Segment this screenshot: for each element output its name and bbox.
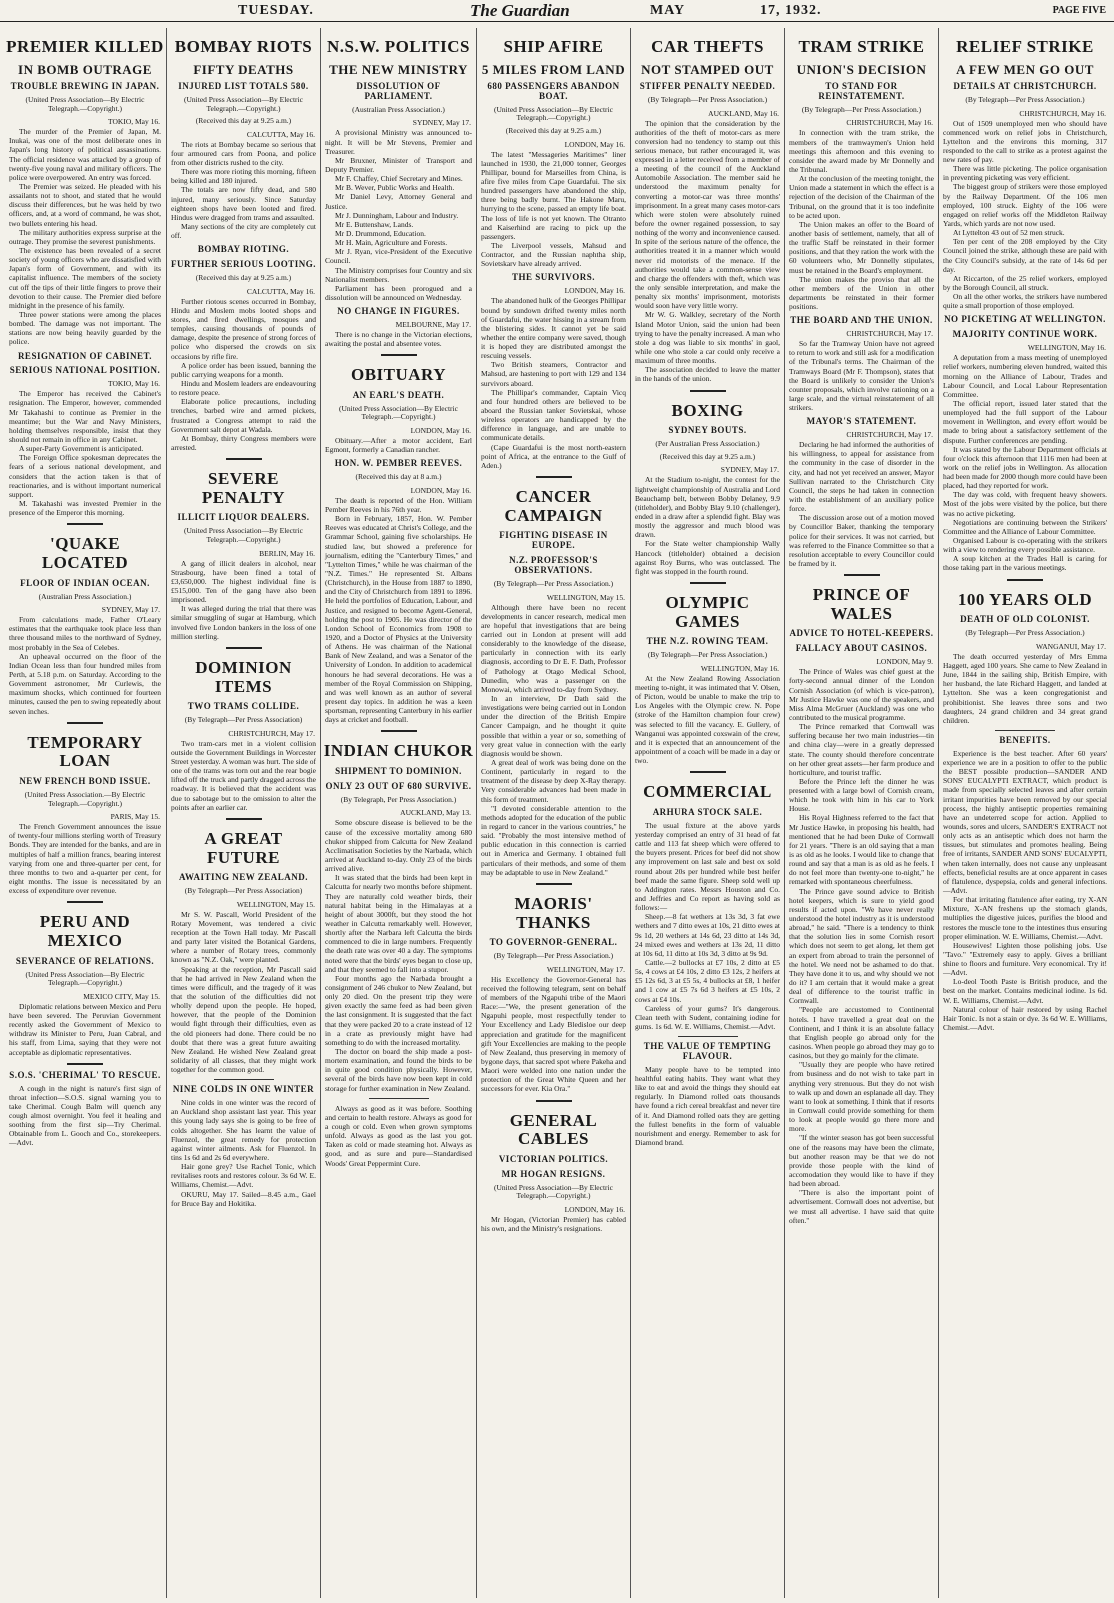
masthead-page: PAGE FIVE [1052,5,1106,16]
subheadline: THE BOARD AND THE UNION. [790,315,933,326]
column-rule [166,28,167,1598]
paragraph: Elaborate police precautions, including trenches, barbed wire and armed pickets, frustrated a Congress attempt to raid the Government salt depot at Wadala. [171,397,316,434]
paragraph: The latest "Messageries Maritimes" liner launched in 1930, the 21,000 tonner, Georges Phillipar, bound for Marseilles from China, is afire five miles from Cape Guardafui. The six hundred passengers have abandoned the ship, three being badly burnt. The Hakone Maru, hurrying to the scene, passed an empty life boat. The loss of life is not yet known. The Otranto and Kaiserhind are racing to pick up the passengers. [481,149,626,241]
wire-credit: (Australian Press Association.) [38,591,132,601]
paragraph: The abandoned hulk of the Georges Phillipar bound by sundown drifted twenty miles north of Guardafui, the water hissing in a stream from the blistering sides. It cannot yet be said whether the entire company were saved, though it is hoped they are distributed amongst the rescuing vessels. [481,296,626,361]
paragraph: A deputation from a mass meeting of unemployed relief workers, numbering eleven hundred, waited this morning on the Alliance of Labour, Trades and Labour Council, and Local Labour Representation Committee. [943,353,1107,399]
paragraph: There was little picketing. The police organisation in preventing picketing was very efficient. [943,164,1107,183]
masthead-day: TUESDAY. [238,2,314,18]
received-note: (Received this day at 9.25 a.m.) [505,126,602,136]
headline: OLYMPIC GAMES [665,592,750,631]
headline: 'QUAKE LOCATED [41,534,129,572]
subheadline: FLOOR OF INDIAN OCEAN. [20,577,150,588]
dateline: MELBOURNE, May 17. [395,319,471,329]
subheadline: ONLY 23 OUT OF 680 SURVIVE. [325,780,472,791]
paragraph: "If the winter season has got been successful one of the reasons may have been the climate, but another reason may be that we do not provide those people with the kind of accomodation they would like to have if they had been abroad. [789,1133,934,1189]
paragraph: Ten per cent of the 208 employed by the City Council joined the strike, although these are paid with the City Council's subsidy, at the rate of 14s 6d per day. [943,237,1107,274]
paragraph: At the Stadium to-night, the contest for the lightweight championship of Australia and Lord Beauchamp belt, between Bobby Delaney, 9.9 (titleholder), and Bobby Blay 9.10 (challenger), ended in a draw after a splendid fight. Blay was mostly the aggressor and much blood was drawn. [635,475,780,540]
paragraph: The Union makes an offer to the Board of another basis of settlement, namely, that all of the traffic Staff be reinstated in their former positions, and that they ration the work with the 60 volunteers who, Mr Donnelly stipulates, must be retained in the Board's employment. [789,219,934,275]
dateline: WELLINGTON, May 15. [236,899,315,909]
paragraph: The murder of the Premier of Japan, M. Inukai, was one of the most deliberate ones in Japan's long history of political assassinations. The official residence was attacked by a group of twenty-five young naval and military officers. The police were overpowered. An entry was forced. [9,127,161,182]
subheadline: RESIGNATION OF CABINET. [17,350,153,361]
paragraph: Although there have been no recent developments in cancer research, medical men are hopeful that investigations that are being carried out in London at present will add considerably to the knowledge of the disease, particularly in connection with its early diagnosis, according to Dr E. F. Dath, Professor of Pathology at Otago Medical School, Dunedin, who was a passenger on the Monowai, which arrived to-day from Sydney. [481,602,626,694]
headline: TEMPORARY LOAN [27,732,143,771]
separator [690,390,726,392]
column-1 [6,28,164,1598]
subheadline: THE SURVIVORS. [511,272,596,283]
dateline: CALCUTTA, May 16. [246,286,315,296]
headline: N.S.W. POLITICS [327,37,470,56]
separator [226,458,262,460]
headline: BOXING [671,400,744,420]
advert-heading: NINE COLDS IN ONE WINTER [172,1084,315,1095]
dateline: CHRISTCHURCH, May 17. [846,329,933,339]
separator [369,1098,429,1099]
dateline: CHRISTCHURCH, May 16. [1019,108,1106,118]
paragraph: A super-Party Government is anticipated. [19,444,144,454]
advert-heading: THE VALUE OF TEMPTING FLAVOUR. [643,1041,772,1061]
paragraph: The death is reported of the Hon. William Pember Reeves in his 76th year. [325,495,472,514]
dateline: LONDON, May 16. [564,1204,625,1214]
paragraph: The French Government announces the issue of twenty-four millions sterling worth of Treasury Bonds. They are intended for the banks, and are in multiples of half a million francs, bearing interest varying from one and three-quarter per cent, for three months to two and a-quarter per cent, for eight months. The issue is necessitated by an excess of expenditure over revenue. [9,822,161,896]
subheadline: HON. W. PEMBER REEVES. [334,458,463,469]
paragraph: Organised Labour is co-operating with the strikers with a view to rendering every possible assistance. [943,536,1107,555]
dateline: BERLIN, May 16. [259,548,315,558]
paragraph: Mr F. Chaffey, Chief Secretary and Mines. [335,174,463,184]
paragraph: Further riotous scenes occurred in Bombay, Hindu and Moslem mobs looted shops and stores, and fired dwellings, mosques and temples, causing thousands of pounds of damage, despite the presence of strong forces of police who dispersed the crowds on six occasions by rifle fire. [171,296,316,361]
subheadline: A FEW MEN GO OUT [956,61,1094,77]
paragraph: Mr E. Buttenshaw, Lands. [335,219,414,229]
dateline: WELLINGTON, May 16. [1027,343,1106,353]
paragraph: At the New Zealand Rowing Association meeting to-night, it was intimated that V. Olsen, of Picton, would be unable to make the trip to Los Angeles with the Olympic crew. N. Pope (stroke of the Hamilton champion four crew) was selected to fill the vacancy. E. Gullery, of Wanganui was appointed coxswain of the crew, and it is expected that an announcement of the appointment of a coach will be made in a day or two. [635,673,780,766]
paragraph: M. Takahashi was invested Premier in the presence of the Emperor this morning. [9,498,161,518]
subheadline: SERIOUS NATIONAL POSITION. [9,365,161,376]
subheadline: VICTORIAN POLITICS. [498,1153,609,1164]
dateline: LONDON, May 16. [564,286,625,296]
paragraph: Speaking at the reception, Mr Pascall said that he had arrived in New Zealand when the times were difficult, and the tragedy of it was that the solution of the difficulties did not wholly depend upon the people. He hoped, however, that the people of the Dominion would fight through their difficulties, even as the old pioneers had done. There could be no doubt that there was a great future awaiting New Zealand. He wished New Zealand great solidarity of all classes, that they might work together for the common good. [171,964,316,1075]
wire-credit: (By Telegraph—Per Press Association) [184,715,303,725]
subheadline: INJURED LIST TOTALS 580. [178,80,309,91]
headline: COMMERCIAL [643,782,772,802]
paragraph: A gang of illicit dealers in alcohol, near Strasbourg, have been fined a total of £3,650,000. The highest individual fine is £515,000. Ten of the gang have also been imprisoned. [171,558,316,605]
separator [690,582,726,584]
paragraph: His Royal Highness referred to the fact that Mr Justice Hawke, in proposing his health, had mentioned that he had been Duke of Cornwall for 21 years. "There is an old saying that a man is as old as he looks. I would like to change that round and say that a man is as old as he feels. I do not feel more than twenty-one to-night," he remarked with spontaneous cheerfulness. [789,813,934,887]
wire-credit: (By Telegraph—Per Press Association.) [647,650,768,660]
paragraph: Mr Daniel Levy, Attorney General and Justice. [325,192,472,211]
paragraph: The Phillipar's commander, Captain Vicq and four hundred others are believed to be aboard the Russian tanker Sovietskai, whose wireless operators are handicapped by the difference in language, and are unable to communicate details. [481,387,626,443]
paragraph: Before the Prince left the dinner he was presented with a large bowl of Cornish cream, which he took with him in his car to York House. [789,776,934,814]
dateline: CHRISTCHURCH, May 17. [228,728,315,738]
paragraph: Mr S. W. Pascall, World President of the Rotary Movement, was tendered a civic reception at the Town Hall today. Mr Pascall and party later visited the Botanical Gardens, where a number of Rotary trees, commonly known as "N.Z. Oak," were planted. [171,909,316,965]
paragraph: His Excellency the Governor-General has received the following telegram, sent on behalf of members of the Ngapuhi tribe of the Maori Race:—"We, the present generation of the Ngapuhi people, most respectfully tender to Your Excellency and Lady Bledisloe our deep appreciation and gratitude for the magnificent gift Your Excellencies are making to the people of New Zealand, thus preserving in memory of bygone days, that sacred spot where Pakeha and Maori were welded into one nation under the protection of the Great White Queen and her successors for ever. Kia Ora." [481,974,626,1094]
paragraph: The Ministry comprises four Country and six Nationalist members. [325,265,472,284]
paragraph: The Prince of Wales was chief guest at the forty-second annual dinner of the London Cornish Association (of which is vice-patron), Mr Justice Hawke was one of the speakers, and Miss Alma McGruer (Auckland) was one who contributed to the musical programme. [789,667,934,722]
paragraph: Diplomatic relations between Mexico and Peru have been severed. The Peruvian Government recently asked the Government of Mexico to withdraw its Minister to Peru, Juan Cabral, and his staff, from Lima, saying that they were not acceptable as diplomatic representatives. [9,1001,161,1057]
dateline: SYDNEY, May 17. [412,118,471,128]
headline: BOMBAY RIOTS [174,37,313,56]
masthead-month: MAY [650,2,686,18]
paragraph: There was more rioting this morning, fifteen being killed and 180 injured. [171,167,316,186]
paragraph: Mr Bruxner, Minister of Transport and Deputy Premier. [325,155,472,174]
paragraph: Born in February, 1857, Hon. W. Pember Reeves was educated at Christ's College, and the Grammar School, gaining five scholarships. He studied law, but showed a preference for journalism, editing the "Canterbury Times," and "Lyttelton Times," while he was chairman of the "N.Z. Times." He represented St. Albans (Christchurch), in the House from 1887 to 1890, and the City of Christchurch from 1891 to 1896. He held the portfolios of Education, Labour, and Justice, and resigned to become Agent-General, holding the post to 1905. He was director of the London School of Economics from 1908 to 1920, and a Doctor of Physics at the University of Athens. He was chairman of the National Bank of New Zealand, and was a Senator of the University of London. In addition to academical honours he had several decorations. He was a member of the Royal Commission on Shipping, and was well known as an author of several present day topics. In addition he was a keen sportsman, representing Canterbury in his earlier days at cricket and football. [325,514,472,725]
paragraph: The totals are now fifty dead, and 580 injured, many seriously. Since Saturday eighteen shops have been looted and fired. Hindus were dragged from trams and assaulted. [171,185,316,222]
subheadline: FIGHTING DISEASE IN EUROPE. [499,530,608,551]
paragraph: Cattle.—2 bullocks at £7 10s, 2 ditto at £5 5s, 4 cows at £4 10s, 2 ditto £3 12s, 2 heifers at £5 12s 6d, 3 at £5 5s, 4 bullocks at £8, 1 heifer and 1 cow at £5 7s 6d 3 heifers at £5 10s, 2 cows at £4 10s. [635,957,780,1004]
separator [381,354,417,356]
wire-credit: (By Telegraph—Per Press Association) [184,886,303,896]
paragraph: Negotiations are continuing between the Strikers' Committee and the Alliance of Labour Committee. [943,517,1107,536]
headline: MAORIS' THANKS [514,893,593,932]
subheadline: NOT STAMPED OUT [641,61,774,77]
paragraph: Two tram-cars met in a violent collision outside the Government Buildings in Worcester Street yesterday. A woman was hurt. The side of one of the trams was torn out and the rear bogie lifted off the truck and partly dragged across the roadway. It is believed that the accident was due to sabotage but to the omission to alter the points after an earlier car. [171,738,316,812]
column-7 [940,28,1110,1598]
dateline: LONDON, May 16. [410,485,471,495]
dateline: WELLINGTON, May 15. [546,592,625,602]
paragraph: (Cape Guardafui is the most north-eastern point of Africa, at the entrance to the Gulf of Aden.) [481,442,626,470]
wire-credit: (United Press Association—By Electric Telegraph.—Copyright.) [184,526,303,544]
paragraph: The military authorities express surprise at the outrage. They promise the severest punishments. [9,227,161,246]
paragraph: So far the Tramway Union have not agreed to return to work and still ask for a modification of the Tribunal's terms. The Chairman of the Tramways Board (Mr F. Thompson), states that the Board is unlikely to consider the Union's counter proposals, which involve rationing on a large scale, and the virtual reinstatement of all strikers. [789,339,934,413]
advert-text: For that irritating flatulence after eating, try X-AN Mixture, X-AN freshens up the stomach glands, multiplies the digestive juices, purifies the blood and restores the muscle tone to the intestines thus ensuring proper elimination. W. E. Williams, Chemist.—Advt. [943,895,1107,941]
headline: PERU AND MEXICO [39,912,131,951]
subheadline: ILLICIT LIQUOR DEALERS. [177,512,310,523]
separator [536,1100,572,1102]
wire-credit: (By Telegraph—Per Press Association.) [493,951,614,961]
paragraph: The Emperor has received the Cabinet's resignation. The Emperor, however, commended Mr Takahashi to continue as Premier in the meantime; but the War and Navy Ministers, holding themselves responsible, insist that they should not remain in office in any Cabinet. [9,389,161,444]
column-rule [320,28,321,1598]
wire-credit: (By Telegraph—Per Press Association.) [965,94,1085,104]
subheadline: AWAITING NEW ZEALAND. [178,872,309,883]
paragraph: "I devoted considerable attention to the methods adopted for the education of the public in regard to cancer in the various countries," he said. "Probably the most intensive method of public education in this connection is carried out in America and Germany. I obtained full particulars of their methods, and some of them may be adaptable to use in New Zealand." [481,803,626,877]
headline: SHIP AFIRE [503,37,604,56]
wire-credit: (Per Australian Press Association.) [655,439,760,449]
paragraph: Obituary.—After a motor accident, Earl Egmont, formerly a Canadian rancher. [325,436,472,455]
subheadline: MAYOR'S STATEMENT. [806,416,917,427]
paragraph: On all the other works, the strikers have numbered quite a small proportion of those employed. [943,292,1107,311]
separator [381,730,417,732]
headline: DOMINION ITEMS [195,657,292,696]
subheadline: TROUBLE BREWING IN JAPAN. [10,80,160,91]
dateline: AUCKLAND, May 13. [400,808,471,818]
paragraph: The doctor on board the ship made a post-mortem examination, and found the birds to be in quite good condition physically. However, several of the birds have now been kept in cold storage for further examination in New Zealand. [325,1046,472,1093]
subheadline: BOMBAY RIOTING. [197,244,290,255]
subheadline: MAJORITY CONTINUE WORK. [952,329,1098,340]
paragraph: Some obscure disease is believed to be the cause of the excessive mortality among 680 chukor shipped from Calcutta for New Zealand Acclimatisation Societies by the Narbada, which arrived at Auckland to-day. Only 23 of the birds arrived alive. [325,818,472,874]
wire-credit: (By Telegraph, Per Press Association.) [340,794,457,804]
paragraph: The Liverpool vessels, Mahsud and Contractor, and the Russian naphtha ship, Sovietskarv have already arrived. [481,241,626,269]
wire-credit: (By Telegraph—Per Press Association.) [647,94,768,104]
paragraph: The death occurred yesterday of Mrs Emma Haggett, aged 100 years. She came to New Zealand in June, 1844 in the sailing ship, British Empire, with her husband, the late Richard Haggett, and landed at Lyttelton. She was a keen congregationist and prohibitionist. She leaves three sons and two daughters, 24 grand children and 34 great grand children. [943,651,1107,725]
advert-text: Nine colds in one winter was the record of an Auckland shop assistant last year. This year this young lady says she is going to be free of colds altogether. She has learnt the value of Fluenzol, the great remedy for protection against winter ailments. Ask for Fluenzol. In tins 1s 6d and 2s 6d everywhere. [171,1098,316,1163]
subheadline: TO GOVERNOR-GENERAL. [489,937,618,948]
separator [67,901,103,903]
paragraph: Mr W. G. Walkley, secretary of the North Island Motor Union, said the union had been trying to have the penalty increased. A man who stole a dog was liable to six months' in gaol, while one who stole a car could only receive a maximum of three months. [635,310,780,366]
paragraph: Two British steamers, Contractor and Mahsud, are hastening to port with 129 and 134 survivors aboard. [481,360,626,388]
separator [67,722,103,724]
subheadline: FURTHER SERIOUS LOOTING. [171,259,316,270]
column-rule [784,28,785,1598]
advert-heading: BENEFITS. [999,734,1051,745]
dateline: TOKIO, May 16. [108,379,160,389]
masthead-date: 17, 1932. [760,2,822,18]
paragraph: Out of 1509 unemployed men who should have commenced work on relief jobs in Christchurch, Lyttelton and the environs this morning, 317 responded to the call to strike as a protest against the new rates of pay. [943,118,1107,165]
separator [536,476,572,478]
paragraph: It was stated by the Labour Department officials at four o'clock this afternoon that 1116 men had been at work on the relief jobs in Wellington. As allocation had been made for 2000 though more could have been placed, had they reported for work. [943,444,1107,491]
column-rule [476,28,477,1598]
subheadline: ARHURA STOCK SALE. [652,806,763,817]
column-rule [938,28,939,1598]
paragraph: In an interview, Dr Dath said the investigations were being carried out in London under the direction of the British Empire Cancer Campaign, and he thought it quite possible that within a year or so, something of very great value in connection with the early diagnosis would be shown. [481,694,626,758]
wire-credit: (United Press Association—By Electric Telegraph.—Copyright.) [494,1182,613,1201]
paragraph: At Riccarton, of the 25 relief workers, employed by the Borough Council, all struck. [943,273,1107,293]
headline: RELIEF STRIKE [956,37,1094,56]
column-6 [786,28,937,1598]
paragraph: Hindu and Moslem leaders are endeavouring to restore peace. [171,378,316,398]
subheadline: AN EARL'S DEATH. [352,389,445,400]
paragraph: At the conclusion of the meeting tonight, the Union made a statement in which the effect is a rejection of the decision of the Chairman of the Tribunal, on the ground that it is too indefinite to be acted upon. [789,174,934,220]
dateline: AUCKLAND, May 16. [708,108,779,118]
paragraph: The day was cold, with frequent heavy showers. Most of the jobs were visited by the police, but there was no active picketing. [943,490,1107,518]
advert-text: Many people have to be tempted into healthful eating habits. They want what they like to eat and avoid the things they should eat regularly. In Diamond rolled oats thousands have found a rich cereal breakfast and never tire of it. And Diamond rolled oats they are getting the fullest benefits in the form of valuable nourishment and energy. Remember to ask for Diamond brand. [635,1064,780,1147]
paragraph: "There is also the important point of advertisement. Cornwall does not advertise, but we must all advertise. I have said that quite often." [789,1188,934,1225]
paragraph: The riots at Bombay became so serious that four armoured cars from Poona, and police from other districts rushed to the city. [171,139,316,168]
shipping-note: OKURU, May 17. Sailed—8.45 a.m., Gael for Bruce Bay and Hokitika. [171,1189,316,1208]
separator [226,818,262,820]
paragraph: At Lyttelton 43 out of 52 men struck. [953,228,1065,238]
separator [67,1063,103,1065]
paragraph: Mr Hogan, (Victorian Premier) has cabled his own, and the Ministry's resignations. [481,1214,626,1234]
subheadline: DISSOLUTION OF PARLIAMENT. [356,80,441,101]
column-4 [478,28,629,1598]
wire-credit: (Australian Press Association.) [352,104,445,114]
subheadline: SYDNEY BOUTS. [668,425,747,436]
headline: INDIAN CHUKOR [323,741,474,761]
subheadline: FIFTY DEATHS [193,61,294,77]
subheadline: DETAILS AT CHRISTCHURCH. [953,80,1097,91]
received-note: (Received this day at 9.25 a.m.) [659,451,756,461]
subheadline: SEVERANCE OF RELATIONS. [15,955,155,966]
subheadline: FALLACY ABOUT CASINOS. [795,643,928,654]
dateline: TOKIO, May 16. [108,117,160,127]
advert-text: Hair gone grey? Use Rachel Tonic, which revitalises roots and restores colour. 3s 6d W. E. Williams, Chemist.—Advt. [171,1162,316,1190]
wire-credit: (United Press Association.—By Electric Telegraph.—Copyright.) [24,789,146,808]
dateline: PARIS, May 15. [110,812,160,822]
wire-credit: (United Press Association—By Electric Telegraph.—Copyright.) [184,94,303,113]
paragraph: Mr J. Ryan, vice-President of the Executive Council. [325,247,472,266]
wire-credit: (By Telegraph—Per Press Association.) [965,628,1085,638]
paragraph: The existence has been revealed of a secret society of young officers who are dissatisfied with Japan's form of Government, and with its capitalist influence. The members of the society cut off the tips of their little fingers to prove their devotion to their cause. The Premier died before midnight in the presence of his family. [9,245,161,310]
paragraph: A police order has been issued, banning the public carrying weapons for a month. [171,360,316,379]
subheadline: NEW FRENCH BOND ISSUE. [19,776,151,787]
paragraph: It was stated that the birds had been kept in Calcutta for nearly two months before shipment. They are naturally cold weather birds, their natural habitat being in the Himalayas at a height of about 3000ft, but they stood the hot weather in Calcutta remarkably well. However, shortly after the Narbara left Calcutta the birds commenced to die in large numbers. Frequently the death rate was over 40 a day. The symptoms noted were that the birds' eyes began to close up, and that they seemed to fall into a stupor. [325,873,472,974]
separator [214,1079,274,1080]
advert-heading: S.O.S. 'CHERIMAL' TO RESCUE. [9,1069,161,1080]
paragraph: There is no change in the Victorian elections, awaiting the postal and absentee votes. [325,329,472,349]
headline: TRAM STRIKE [798,37,925,56]
wire-credit: (United Press Association—By Electric Telegraph.—Copyright.) [25,94,145,113]
subheadline: STIFFER PENALTY NEEDED. [639,80,776,91]
received-note: (Received this day at 8 a.m.) [355,472,442,482]
paragraph: The association decided to leave the matter in the hands of the union. [635,365,780,384]
received-note: (Received this day at 9.25 a.m.) [195,273,292,283]
paragraph: The discussion arose out of a motion moved by Councillor Baker, thanking the temporary police for their services. It was not carried, but was referred to the Finance Committee so that a resolution acceptable to every Councillor could be framed by it. [789,513,934,568]
paragraph: In connection with the tram strike, the members of the tramwaymen's Union held meetings this afternoon and this evening to consider the award made by Mr Donnelly and the Tribunal. [789,128,934,174]
paragraph: The Foreign Office spokesman deprecates the fears of a serious national development, and considers that the action taken is that of reactionaries, and is without important numerical support. [9,453,161,499]
advert-text: Always as good as it was before. Soothing and certain to health restore. Always as good for a cough or cold. Even when grown symptoms unfold. Always as good as the last you got. Taken as cold or made steaming hot. Always as good, and as sure and pure—Standardised Woods' Great Peppermint Cure. [325,1103,472,1168]
paragraph: Parliament has been prorogued and a dissolution will be announced on Wednesday. [325,283,472,302]
paragraph: Declaring he had informed the authorities of his willingness, to appeal for assistance from the community in the case of disorder in the city, and had not yet received an answer, Mayor Sullivan narrated to the Christchurch City Council, the steps he had taken in connection with the establishment of an auxiliary police force. [789,440,934,514]
masthead [0,0,1114,22]
subheadline: SHIPMENT TO DOMINION. [335,766,462,777]
paragraph: For the State welter championship Wally Hancock (titleholder) obtained a decision against Roy Burns, who was outclassed. The fight was stopped in the fourth round. [635,539,780,576]
paragraph: It was alleged during the trial that there was similar smuggling of sugar at Hamburg, which involved five London bankers in the loss of one million sterling. [171,604,316,641]
advert-text: Careless of your gums? It's dangerous. Clean teeth with Sudent, containing iodine for gums. 1s 6d. W. E. Williams, Chemist.—Advt. [635,1003,780,1031]
paragraph: An upheaval occurred on the floor of the Indian Ocean less than four hundred miles from Perth, at 5.18 p.m. on Saturday. According to the Government astronomer, Mr Curlewis, the maximum shocks, which continued for fourteen minutes, caused the pen to swing repeatedly about seven inches. [9,651,161,716]
paragraph: Mr D. Drummond, Education. [335,228,426,238]
separator [67,523,103,525]
subheadline: IN BOMB OUTRAGE [18,61,152,77]
paragraph: Many sections of the city are completely cut off. [171,222,316,241]
wire-credit: (By Telegraph—Per Press Association.) [493,578,614,588]
headline: OBITUARY [350,365,447,385]
wire-credit: (By Telegraph—Per Press Association.) [801,104,922,114]
dateline: WELLINGTON, May 16. [700,663,779,673]
separator [678,1036,738,1037]
subheadline: MR HOGAN RESIGNS. [501,1168,606,1179]
headline: PRINCE OF WALES [812,585,911,623]
received-note: (Received this day at 9.25 a.m.) [195,116,292,126]
dateline: SYDNEY, May 17. [101,605,160,615]
dateline: LONDON, May 9. [876,657,933,667]
wire-credit: (United Press Association—By Electric Telegraph.—Copyright.) [494,104,613,123]
dateline: WELLINGTON, May 17. [546,964,625,974]
dateline: SYDNEY, May 17. [720,465,779,475]
paragraph: Mr J. Dunningham, Labour and Industry. [335,210,459,220]
column-5 [632,28,783,1598]
dateline: CALCUTTA, May 16. [246,129,315,139]
paragraph: "Usually they are people who have retired from business and do not wish to take part in anything very strenuous. But they do not wish to walk up and down an esplanade all day. They want to look at something. I think that if resorts in Cornwall could provide something for them to look at people would go there more and more. [789,1060,934,1134]
paragraph: The biggest group of strikers were those employed by the Railway Department. Of the 106 men employed, 100 struck. Eighty of the 106 were engaged on relief works off the Middleton Railway Yards, which yards are not now used. [943,182,1107,229]
subheadline: DEATH OF OLD COLONIST. [960,614,1090,625]
paragraph: Sheep.—8 fat wethers at 13s 3d, 3 fat ewe wethers and 7 ditto ewes at 10s, 21 ditto ewes at 9s 1d, 20 wethers at 14s 6d, 23 ditto at 14s 3d, 24 mixed ewes and wethers at 13s 2d, 11 ditto at 10s 6d, 11 ditto at 10s 3d, 3 ditto at 9s 9d. [635,912,780,958]
dateline: CHRISTCHURCH, May 16. [846,118,933,128]
paragraph: The opinion that the consideration by the authorities of the theft of motor-cars as mere conversion had no tendency to stamp out this serious menace, but rather encouraged it, was expressed in a letter received from a member of a meeting of the council of the Auckland Automobile Association. The member said he understood the maximum penalty for converting a motor-car was three months' imprisonment. In a great many cases motor-cars which were stolen were absolutely ruined before the owner regained possession, to say nothing of the worry and inconvenience caused. In spite of the serious nature of the offence, the authorities treated it in a manner which would never rid motorists of the menace. If the authorities would take a common-sense view and charge the offenders with theft, which was the only sensible interpretation, and make the penalty six months' imprisonment, motorists would soon have very little worry. [635,118,780,311]
headline: GENERAL CABLES [509,1110,598,1149]
headline: CAR THEFTS [651,37,764,56]
paragraph: Mr B. Wever, Public Works and Health. [335,183,455,193]
headline: SEVERE PENALTY [201,469,286,507]
column-3 [322,28,475,1598]
paragraph: The Premier was seized. He pleaded with his assailants not to shoot, and stated that he would discuss their differences, but he was held by two officers, and, at a word of command, he was shot, two bullets entering his head. [9,181,161,228]
paragraph: The Prince gave sound advice to British hotel keepers, which is sure to yield good results if acted upon. "We have never really understood the hotel industry as it is understood abroad," he said. "There is a tendency to think that the solution lies in some Cornish resort which does not seem to get along, let them get an expert from abroad to train the personnel of the hotel. We need not be ashamed to do that. They have done it to us, and why should we not do it? I am certain that it would make a great deal of difference to the tourist traffic in Cornwall. [789,886,934,1006]
dateline: CHRISTCHURCH, May 17. [846,430,933,440]
subheadline: N.Z. PROFESSOR'S OBSERVATIONS. [509,555,598,576]
dateline: LONDON, May 16. [410,426,471,436]
paragraph: From calculations made, Father O'Leary estimates that the earthquake took place less than three thousand miles to the northward of Sydney, most probably in the Sea of Celebes. [9,615,161,652]
headline: 100 YEARS OLD [957,589,1093,609]
separator [1007,579,1043,581]
subheadline: THE NEW MINISTRY [329,61,468,77]
subheadline: TO STAND FOR REINSTATEMENT. [818,80,905,101]
dateline: MEXICO CITY, May 15. [83,991,160,1001]
advert-text: Experience is the best teacher. After 60 years' experience we are in a position to offer to the public the BEST possible production—SANDER AND SONS' EUCALYPTI EXTRACT, which product is made from specially selected leaves and after certain irritant impurities have been removed by our special process, the highly antiseptic properties remaining have an undeterred scope for action. Applied to wounds, sores and ulcers, SANDER'S EXTRACT not only acts as an antiseptic which does not harm the tissues, but stimulates and promotes healing. Being free of irritants, SANDER AND SONS' EUCALYPTI, when taken internally, does not cause any unpleasant effects, beneficial results are at once apparent in cases of flatulence, dyspepsia, colds and general infections.—Advt. [943,748,1107,895]
subheadline: NO PICKETING AT WELLINGTON. [944,314,1106,325]
column-2 [168,28,319,1598]
paragraph: The union makes the proviso that all the other members of the Union in other departments be reinstated in their former positions. [789,274,934,312]
advert-text: Lo-deol Tooth Paste is British produce, and the best on the market. Contains medicinal iodine. 1s 6d. W. E. Williams, Chemist.—Advt. [943,977,1107,1005]
paragraph: A soup kitchen at the Trades Hall is caring for those taking part in the various meetings. [943,554,1107,573]
separator [844,574,880,576]
advert-text: Natural colour of hair restored by using Rachel Hair Tonic. Is not a stain or dye. 3s 6d W. E. Williams, Chemist.—Advt. [943,1004,1107,1033]
paragraph: Mr H. Main, Agriculture and Forests. [335,238,448,248]
separator [536,883,572,885]
paragraph: Four months ago the Narbada brought a consignment of 246 chukor to New Zealand, but only 20 died. On the present trip they were given exactly the same feed as had been given the last consignment. It is suggested that the fact that they were packed 20 to a crate instead of 12 in a crate as previously might have had something to do with the increased mortality. [325,973,472,1047]
dateline: WANGANUI, May 17. [1036,641,1106,651]
advert-text: A cough in the night is nature's first sign of throat infection—S.O.S. signal warning you to take Cherimal. Cough Balm will quench any cough almost overnight. You feel it healing and soothing from the first sip—Try Cherimal. Obtainable from L. Gooch and Co., storekeepers.—Advt. [9,1083,161,1148]
subheadline: 5 MILES FROM LAND [481,61,626,77]
paragraph: The official report, issued later stated that the unemployed had the full support of the Labour movement in Wellington, and every effort would be made to bring about a satisfactory settlement of the dispute. Further conferences are pending. [943,398,1107,445]
separator [226,647,262,649]
subheadline: UNION'S DECISION [796,61,927,77]
paragraph: Three power stations were among the places bombed. The damage was not important. The stations are now being heavily guarded by the police. [9,309,161,347]
paragraph: At Bombay, thirty Congress members were arrested. [171,433,316,452]
dateline: LONDON, May 16. [564,139,625,149]
paragraph: The Prince remarked that Cornwall was suffering because her two main industries—tin and china clay—were in a greatly depressed state. The county should therefore concentrate on her other great assets—her farm produce and horticulture, and tourist traffic. [789,722,934,777]
paragraph: A great deal of work was being done on the Continent, particularly in regard to the treatment of the disease by deep X-Ray therapy. Very considerable advances had been made in this form of treatment. [481,757,626,804]
headline: A GREAT FUTURE [204,828,283,867]
subheadline: ADVICE TO HOTEL-KEEPERS. [789,628,934,639]
subheadline: THE N.Z. ROWING TEAM. [646,636,769,647]
masthead-paper-name: The Guardian [470,0,570,20]
subheadline: NO CHANGE IN FIGURES. [337,306,460,317]
subheadline: 680 PASSENGERS ABANDON BOAT. [487,80,620,101]
separator [690,771,726,773]
column-rule [630,28,631,1598]
separator [995,730,1055,731]
paragraph: The usual fixture at the above yards yesterday comprised an entry of 31 head of fat cattle and 113 fat sheep which were offered to the buyers present. Prices for beef did not show any improvement on last sale and best ox sold round about 20s per hundred while best heifer beef made the same figure. Sheep sold well up to Addington rates. Messrs Houston and Co. and Jeffries and Co report as having sold as follows:— [635,820,780,913]
paragraph: A provisional Ministry was announced to-night. It will be Mr Stevens, Premier and Treasurer. [325,128,472,156]
wire-credit: (United Press Association—By Electric Telegraph.—Copyright.) [339,403,458,422]
headline: CANCER CAMPAIGN [504,487,603,525]
wire-credit: (United Press Association—By Electric Telegraph.—Copyright.) [25,969,145,988]
paragraph: "People are accustomed to Continental hotels. I have travelled a great deal on the Continent, and I think it is an absolute fallacy that English people go abroad only for the casinos. When people go abroad they may go to casinos, but they go mainly for the climate. [789,1005,934,1061]
headline: PREMIER KILLED [6,37,164,56]
advert-text: Housewives! Lighten those polishing jobs. Use "Tavo." "Extremely easy to apply. Gives a brilliant shine to floors and furniture. Very economical. Try it!—Advt. [943,940,1107,978]
subheadline: TWO TRAMS COLLIDE. [187,701,300,712]
